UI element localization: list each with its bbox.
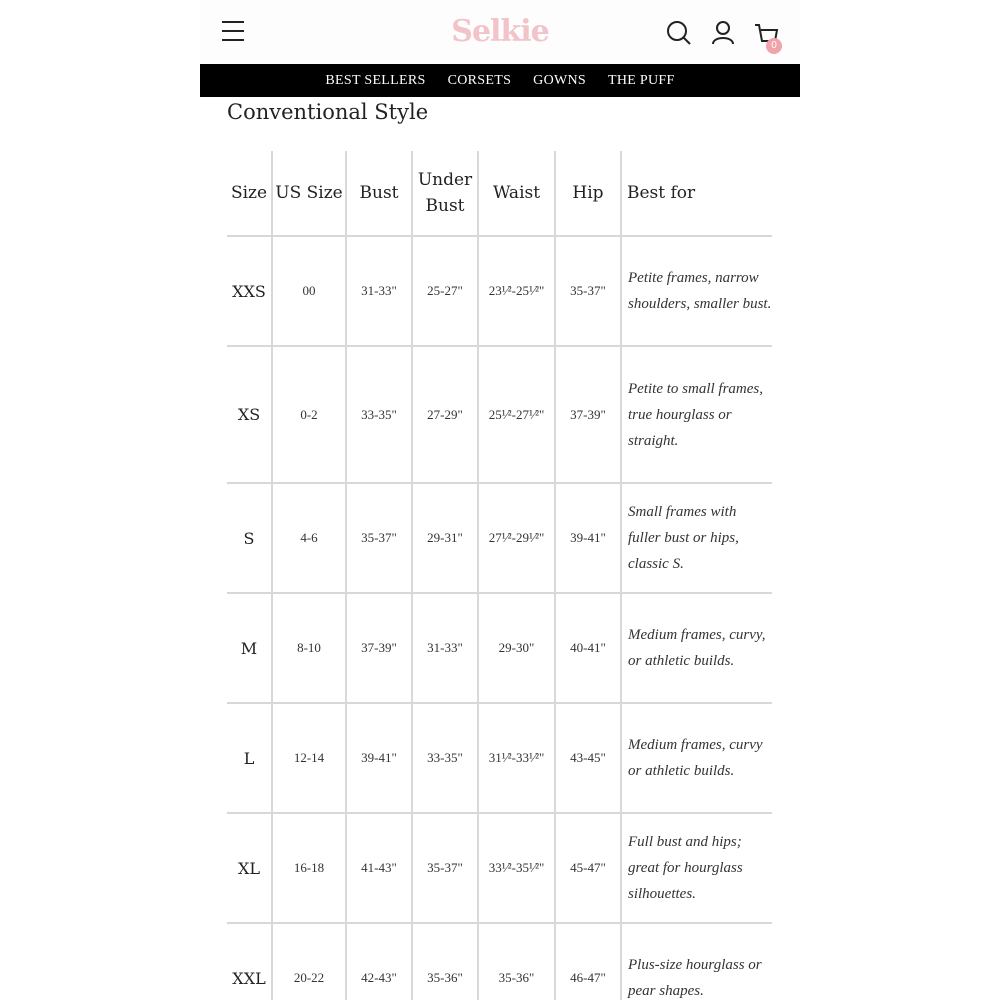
size-cell: XS bbox=[227, 346, 272, 483]
us-size-cell: 8-10 bbox=[272, 593, 346, 703]
section-title: Conventional Style bbox=[227, 100, 429, 124]
table-body bbox=[227, 236, 772, 1000]
nav-the-puff[interactable]: THE PUFF bbox=[608, 72, 675, 88]
size-cell: XXS bbox=[227, 236, 272, 346]
waist-cell: 29-30" bbox=[478, 593, 555, 703]
table-row bbox=[227, 593, 772, 703]
size-cell: S bbox=[227, 483, 272, 593]
bust-cell: 39-41" bbox=[346, 703, 412, 813]
hip-cell: 45-47" bbox=[555, 813, 621, 923]
best-for-cell: Petite frames, narrow shoulders, smaller bust. bbox=[621, 236, 772, 346]
bust-cell: 37-39" bbox=[346, 593, 412, 703]
size-cell: L bbox=[227, 703, 272, 813]
table-row bbox=[227, 923, 772, 1000]
under-bust-cell: 29-31" bbox=[412, 483, 478, 593]
search-icon[interactable] bbox=[666, 20, 692, 46]
nav-best-sellers[interactable]: BEST SELLERS bbox=[325, 72, 426, 88]
table-row bbox=[227, 346, 772, 483]
under-bust-cell: 25-27" bbox=[412, 236, 478, 346]
cart-count-badge: 0 bbox=[766, 38, 782, 54]
site-header bbox=[200, 0, 800, 64]
account-icon[interactable] bbox=[710, 20, 736, 46]
main-nav bbox=[200, 64, 800, 97]
best-for-cell: Full bust and hips; great for hourglass silhouettes. bbox=[621, 813, 772, 923]
hip-cell: 35-37" bbox=[555, 236, 621, 346]
table-row bbox=[227, 703, 772, 813]
waist-cell: 23¹⁄²-25¹⁄²" bbox=[478, 236, 555, 346]
under-bust-cell: 33-35" bbox=[412, 703, 478, 813]
bust-cell: 31-33" bbox=[346, 236, 412, 346]
best-for-cell: Medium frames, curvy, or athletic builds. bbox=[621, 593, 772, 703]
bust-cell: 35-37" bbox=[346, 483, 412, 593]
best-for-cell: Small frames with fuller bust or hips, classic S. bbox=[621, 483, 772, 593]
nav-corsets[interactable]: CORSETS bbox=[447, 72, 512, 88]
hip-cell: 43-45" bbox=[555, 703, 621, 813]
us-size-cell: 20-22 bbox=[272, 923, 346, 1000]
size-cell: XL bbox=[227, 813, 272, 923]
waist-cell: 25¹⁄²-27¹⁄²" bbox=[478, 346, 555, 483]
under-bust-cell: 27-29" bbox=[412, 346, 478, 483]
size-cell: XXL bbox=[227, 923, 272, 1000]
waist-cell: 31¹⁄²-33¹⁄²" bbox=[478, 703, 555, 813]
bust-cell: 41-43" bbox=[346, 813, 412, 923]
under-bust-cell: 35-36" bbox=[412, 923, 478, 1000]
nav-gowns[interactable]: GOWNS bbox=[533, 72, 586, 88]
waist-cell: 33¹⁄²-35¹⁄²" bbox=[478, 813, 555, 923]
bust-cell: 42-43" bbox=[346, 923, 412, 1000]
hip-cell: 37-39" bbox=[555, 346, 621, 483]
best-for-cell: Petite to small frames, true hourglass or straight. bbox=[621, 346, 772, 483]
phone-viewport bbox=[200, 0, 800, 1000]
table-row bbox=[227, 483, 772, 593]
table-row bbox=[227, 236, 772, 346]
header-hip: Hip bbox=[555, 151, 621, 236]
us-size-cell: 0-2 bbox=[272, 346, 346, 483]
size-cell: M bbox=[227, 593, 272, 703]
size-chart-table bbox=[227, 151, 772, 1000]
us-size-cell: 4-6 bbox=[272, 483, 346, 593]
waist-cell: 35-36" bbox=[478, 923, 555, 1000]
table-row bbox=[227, 813, 772, 923]
header-waist: Waist bbox=[478, 151, 555, 236]
best-for-cell: Plus-size hourglass or pear shapes. bbox=[621, 923, 772, 1000]
hip-cell: 39-41" bbox=[555, 483, 621, 593]
under-bust-cell: 31-33" bbox=[412, 593, 478, 703]
site-logo[interactable]: Selkie bbox=[451, 14, 549, 49]
best-for-cell: Medium frames, curvy or athletic builds. bbox=[621, 703, 772, 813]
header-best-for: Best for bbox=[621, 151, 772, 236]
table-header-row bbox=[227, 151, 772, 236]
header-under-bust: Under Bust bbox=[412, 151, 478, 236]
us-size-cell: 12-14 bbox=[272, 703, 346, 813]
hip-cell: 40-41" bbox=[555, 593, 621, 703]
us-size-cell: 16-18 bbox=[272, 813, 346, 923]
header-bust: Bust bbox=[346, 151, 412, 236]
waist-cell: 27¹⁄²-29¹⁄²" bbox=[478, 483, 555, 593]
us-size-cell: 00 bbox=[272, 236, 346, 346]
header-us-size: US Size bbox=[272, 151, 346, 236]
under-bust-cell: 35-37" bbox=[412, 813, 478, 923]
hip-cell: 46-47" bbox=[555, 923, 621, 1000]
header-size: Size bbox=[227, 151, 272, 236]
bust-cell: 33-35" bbox=[346, 346, 412, 483]
